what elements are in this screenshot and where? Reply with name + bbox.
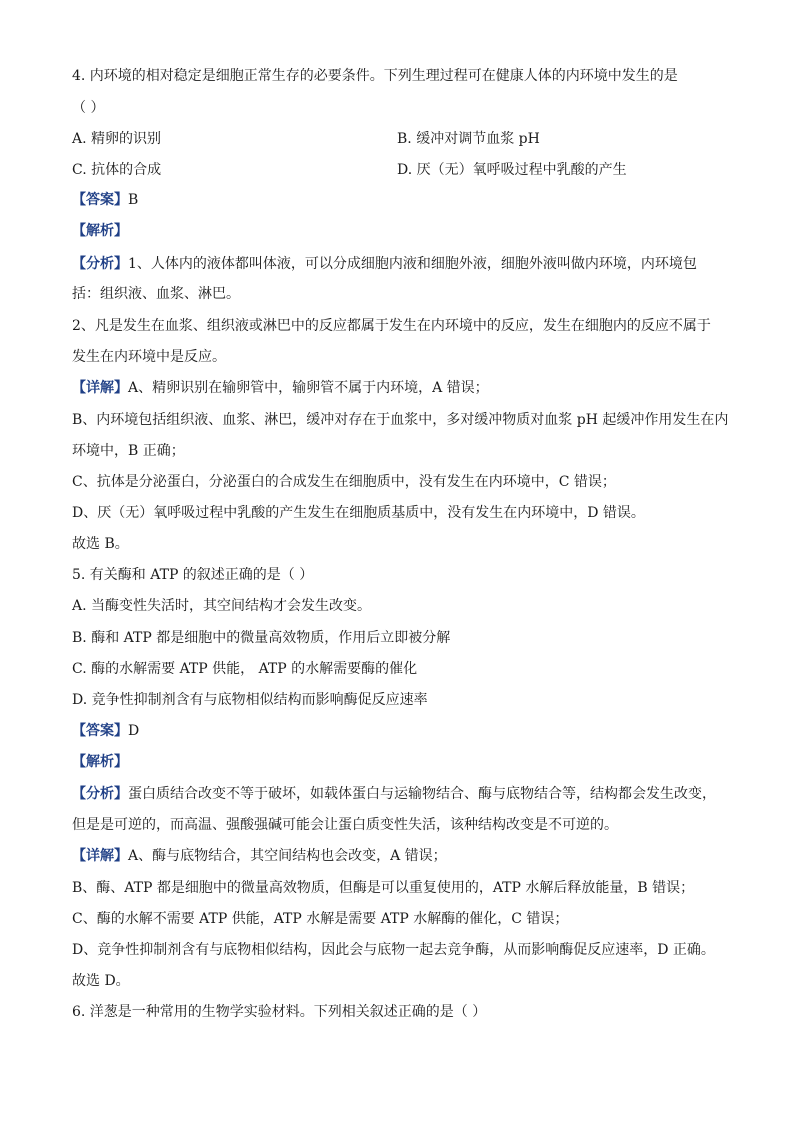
q4-xiangjie-line6: 故选 B。	[72, 536, 129, 552]
q6-stem: 6. 洋葱是一种常用的生物学实验材料。下列相关叙述正确的是（ ）	[72, 1004, 487, 1020]
q4-xiangjie-line5: D、厌（无）氧呼吸过程中乳酸的产生发生在细胞质基质中，没有发生在内环境中，D 错误。	[72, 505, 645, 521]
q4-option-d: D. 厌（无）氧呼吸过程中乳酸的产生	[397, 162, 627, 178]
q5-analysis-heading	[72, 752, 128, 772]
q5-xiangjie-line4: D、竞争性抑制剂含有与底物相似结构，因此会与底物一起去竞争酶，从而影响酶促反应速率，D 正确。	[72, 942, 715, 958]
analysis-label: 【解析】	[72, 223, 128, 239]
q4-fenxi-line3: 2、凡是发生在血浆、组织液或淋巴中的反应都属于发生在内环境中的反应，发生在细胞内的反应不属于	[72, 318, 711, 334]
q4-analysis-heading	[72, 221, 128, 241]
xiangjie-label: 【详解】	[72, 848, 128, 864]
q4-xiangjie-line3: 环境中，B 正确；	[72, 443, 185, 459]
q4-option-b: B. 缓冲对调节血浆 pH	[397, 131, 540, 147]
xiangjie-text: A、酶与底物结合，其空间结构也会改变，A 错误；	[128, 848, 447, 864]
answer-value: B	[128, 192, 139, 208]
xiangjie-label: 【详解】	[72, 380, 128, 396]
fenxi-text: 蛋白质结合改变不等于破坏，如载体蛋白与运输物结合、酶与底物结合等，结构都会发生改变，	[128, 786, 716, 802]
fenxi-label: 【分析】	[72, 256, 128, 272]
q5-xiangjie-line5: 故选 D。	[72, 973, 130, 989]
q5-option-d: D. 竞争性抑制剂含有与底物相似结构而影响酶促反应速率	[72, 692, 428, 708]
analysis-label: 【解析】	[72, 754, 128, 770]
xiangjie-text: A、精卵识别在输卵管中，输卵管不属于内环境，A 错误；	[128, 380, 489, 396]
answer-label: 【答案】	[72, 723, 128, 739]
answer-label: 【答案】	[72, 192, 128, 208]
q5-xiangjie-line1	[72, 846, 447, 866]
answer-value: D	[128, 723, 140, 739]
q4-fenxi-line2: 括：组织液、血浆、淋巴。	[72, 286, 240, 302]
q5-xiangjie-line2: B、酶、ATP 都是细胞中的微量高效物质，但酶是可以重复使用的，ATP 水解后释放能量，B 错误；	[72, 880, 695, 896]
q4-option-c: C. 抗体的合成	[72, 162, 162, 178]
q5-stem: 5. 有关酶和 ATP 的叙述正确的是（ ）	[72, 567, 314, 583]
q4-option-a: A. 精卵的识别	[72, 131, 162, 147]
q4-fenxi-line1	[72, 254, 697, 274]
q5-xiangjie-line3: C、酶的水解不需要 ATP 供能，ATP 水解是需要 ATP 水解酶的催化，C 错误；	[72, 911, 569, 927]
q4-xiangjie-line4: C、抗体是分泌蛋白，分泌蛋白的合成发生在细胞质中，没有发生在内环境中，C 错误；	[72, 474, 616, 490]
q4-stem-line2: （ ）	[72, 100, 105, 116]
q5-answer	[72, 721, 139, 741]
q4-answer	[72, 190, 138, 210]
q5-fenxi-line1	[72, 784, 716, 804]
q5-option-a: A. 当酶变性失活时，其空间结构才会发生改变。	[72, 598, 372, 614]
fenxi-label: 【分析】	[72, 786, 128, 802]
q5-option-b: B. 酶和 ATP 都是细胞中的微量高效物质，作用后立即被分解	[72, 630, 451, 646]
q5-fenxi-line2: 但是是可逆的，而高温、强酸强碱可能会让蛋白质变性失活，该种结构改变是不可逆的。	[72, 817, 618, 833]
q4-xiangjie-line1	[72, 378, 489, 398]
q4-stem-line1: 4. 内环境的相对稳定是细胞正常生存的必要条件。下列生理过程可在健康人体的内环境中发生的是	[72, 68, 678, 84]
q4-xiangjie-line2: B、内环境包括组织液、血浆、淋巴，缓冲对存在于血浆中，多对缓冲物质对血浆 pH 起缓冲作用发生在内	[72, 412, 729, 428]
q4-fenxi-line4: 发生在内环境中是反应。	[72, 349, 226, 365]
q5-option-c: C. 酶的水解需要 ATP 供能， ATP 的水解需要酶的催化	[72, 661, 418, 677]
fenxi-text: 1、人体内的液体都叫体液，可以分成细胞内液和细胞外液，细胞外液叫做内环境，内环境包	[128, 256, 697, 272]
